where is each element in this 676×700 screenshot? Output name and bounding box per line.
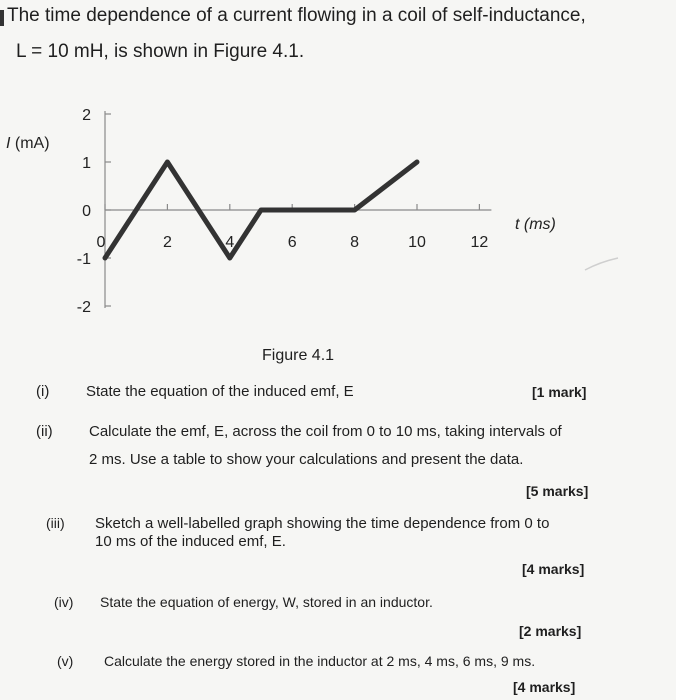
x-tick-label: 6 [287,234,297,251]
question-i-marks: [1 mark] [532,384,587,400]
x-tick-label: 2 [162,234,172,251]
intro-line-1: The time dependence of a current flowing in a coil of self-inductance, [7,5,586,26]
x-tick-labels [97,234,489,251]
y-tick-labels [77,107,91,316]
question-iii-marks: [4 marks] [522,561,585,577]
scribble-mark [585,258,618,270]
question-ii-text-2: 2 ms. Use a table to show your calculations and present the data. [89,451,524,468]
question-ii-number: (ii) [36,423,53,440]
y-tick-label: -2 [76,299,91,316]
question-v-text: Calculate the energy stored in the inductor at 2 ms, 4 ms, 6 ms, 9 ms. [104,653,536,669]
intro-line-2: L = 10 mH, is shown in Figure 4.1. [16,41,305,62]
x-tick-label: 0 [96,234,106,251]
x-tick-label: 8 [350,234,360,251]
question-iv-text: State the equation of energy, W, stored in an inductor. [100,594,433,610]
question-iii-number: (iii) [46,515,65,531]
question-i-text: State the equation of the induced emf, E [86,383,354,400]
question-v-marks: [4 marks] [513,679,576,695]
y-tick-label: 1 [82,155,91,172]
y-tick-label: -1 [76,251,91,268]
question-iv-marks: [2 marks] [519,623,582,639]
x-tick-label: 4 [225,234,235,251]
x-tick-label: 12 [470,234,489,251]
y-tick-label: 2 [82,107,91,124]
y-axis-label: I (mA) [6,135,50,152]
question-iii-text-2: 10 ms of the induced emf, E. [95,533,286,550]
question-ii-text: Calculate the emf, E, across the coil from 0 to 10 ms, taking intervals of [89,423,562,440]
question-v-number: (v) [57,653,74,669]
question-ii-marks: [5 marks] [526,483,589,499]
figure-caption: Figure 4.1 [262,347,335,364]
y-tick-label: 0 [82,203,91,220]
x-tick-label: 10 [408,234,426,251]
question-i-number: (i) [36,383,50,400]
x-axis-label: t (ms) [515,216,556,233]
question-iii-text: Sketch a well-labelled graph showing the time dependence from 0 to [95,515,550,532]
question-iv-number: (iv) [54,594,74,610]
